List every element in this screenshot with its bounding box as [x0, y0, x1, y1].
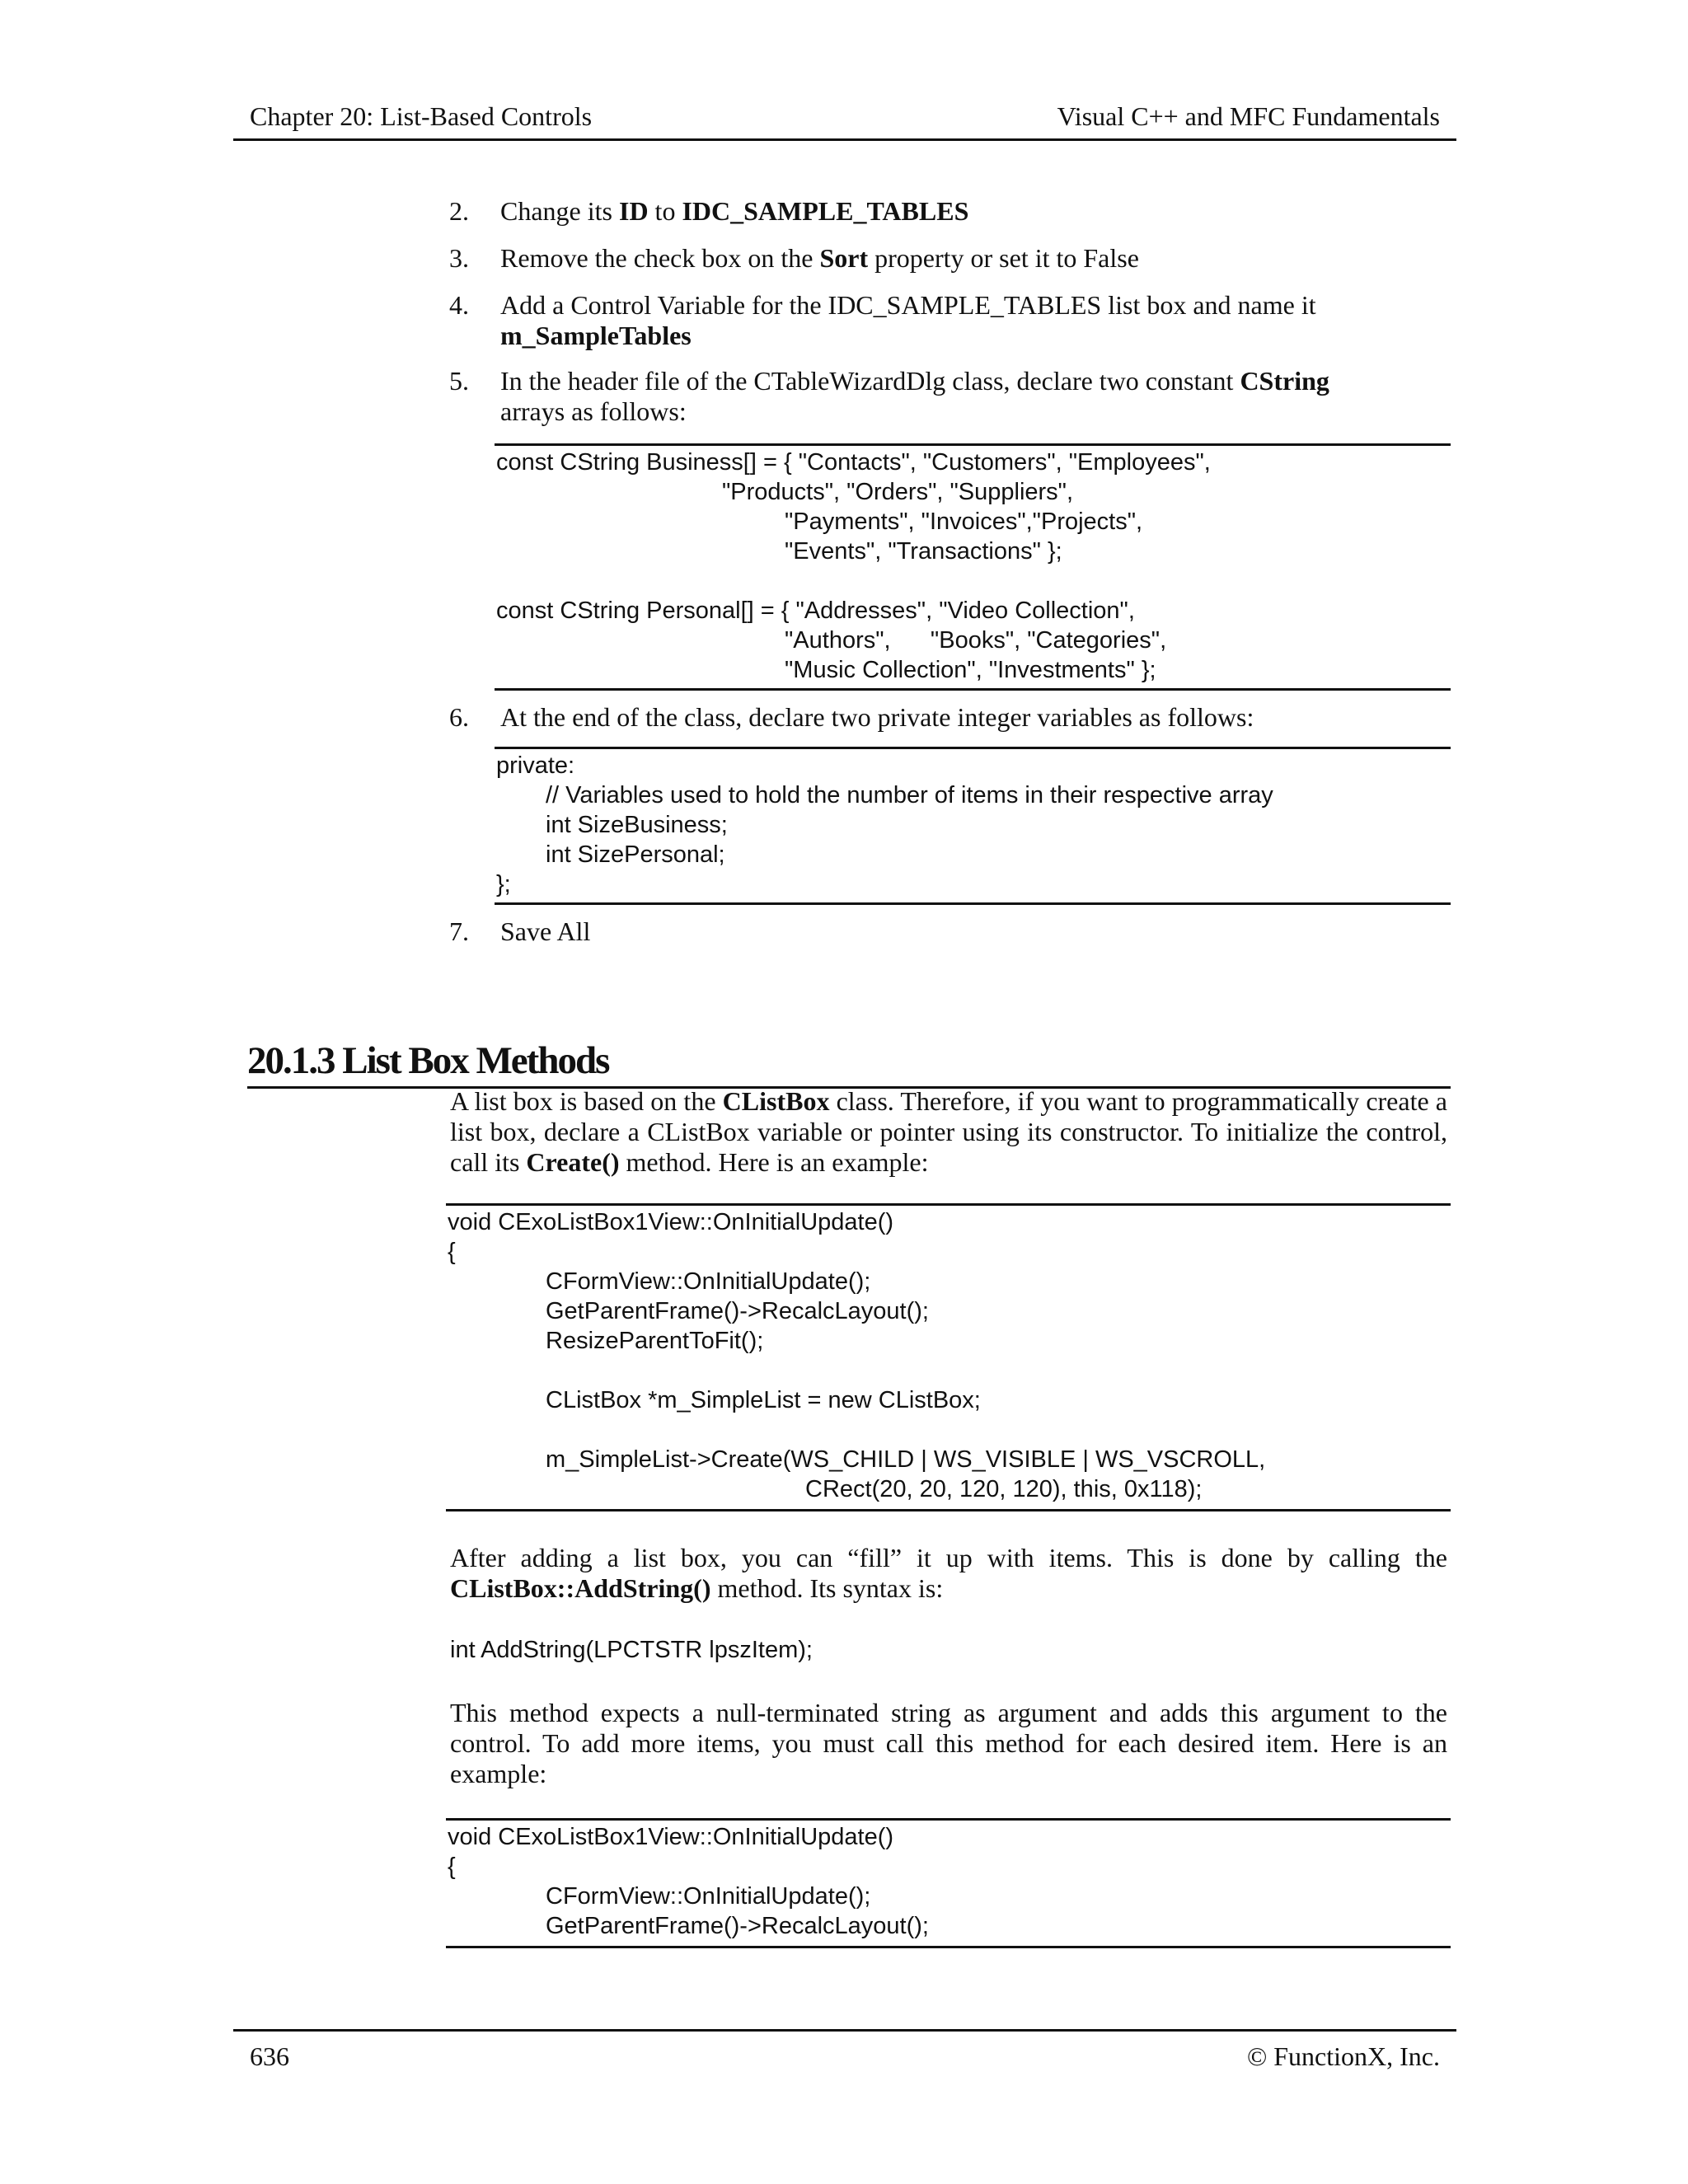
code-line: CRect(20, 20, 120, 120), this, 0x118);: [805, 1476, 1203, 1502]
code-line: void CExoListBox1View::OnInitialUpdate(): [448, 1824, 894, 1850]
step-text: Add a Control Variable for the IDC_SAMPLE_TABLES list box and name it m_SampleTables: [500, 290, 1316, 350]
code-line: CListBox *m_SimpleList = new CListBox;: [546, 1387, 981, 1413]
code-line: };: [496, 871, 511, 898]
code-line: CFormView::OnInitialUpdate();: [546, 1268, 871, 1295]
step-number: 4.: [449, 290, 469, 320]
code-line: {: [448, 1854, 456, 1880]
copyright: © FunctionX, Inc.: [1246, 2041, 1440, 2071]
code-line: m_SimpleList->Create(WS_CHILD | WS_VISIBLE | WS_VSCROLL,: [546, 1446, 1266, 1473]
code-comment: // Variables used to hold the number of items in their respective array: [546, 782, 1273, 808]
code-line: {: [448, 1239, 456, 1265]
code-line: "Authors", "Books", "Categories",: [785, 627, 1167, 654]
header-book-title: Visual C++ and MFC Fundamentals: [1057, 101, 1440, 131]
code-line: int SizePersonal;: [546, 841, 725, 868]
code-line: GetParentFrame()->RecalcLayout();: [546, 1298, 929, 1324]
step-text: Remove the check box on the Sort property or set it to False: [500, 243, 1139, 273]
step-number: 7.: [449, 916, 469, 946]
code-line: ResizeParentToFit();: [546, 1328, 764, 1354]
step-number: 2.: [449, 196, 469, 226]
code-line: const CString Personal[] = { "Addresses", "Video Collection",: [496, 598, 1135, 624]
code-line: const CString Business[] = { "Contacts", "Customers", "Employees",: [496, 449, 1211, 476]
code-line: private:: [496, 752, 575, 779]
paragraph-intro: A list box is based on the CListBox class. Therefore, if you want to programmatically create a list box, declare a CListBox variable or pointer using its constructor. To initialize the control, call its Create() method. Here is an example:: [450, 1086, 1448, 1177]
page-header: [233, 97, 1456, 141]
section-heading: [247, 1034, 1451, 1089]
step-text: At the end of the class, declare two private integer variables as follows:: [500, 702, 1254, 732]
code-block-private-vars: [495, 747, 1451, 905]
page-footer: [233, 2029, 1456, 2071]
header-chapter: Chapter 20: List-Based Controls: [250, 101, 593, 131]
code-line: void CExoListBox1View::OnInitialUpdate(): [448, 1209, 894, 1235]
step-number: 3.: [449, 243, 469, 273]
code-line: int SizeBusiness;: [546, 812, 728, 838]
code-line: CFormView::OnInitialUpdate();: [546, 1883, 871, 1910]
code-line: "Events", "Transactions" };: [785, 538, 1062, 565]
step-number: 5.: [449, 366, 469, 396]
code-line: GetParentFrame()->RecalcLayout();: [546, 1913, 929, 1939]
paragraph-addstring: After adding a list box, you can “fill” it up with items. This is done by calling the CListBox::AddString() method. Its syntax is:: [450, 1543, 1447, 1603]
step-number: 6.: [449, 702, 469, 732]
paragraph-method-description: This method expects a null-terminated string as argument and adds this argument to the control. To add more items, you must call this method for each desired item. Here is an example:: [450, 1698, 1447, 1788]
step-text: Save All: [500, 916, 591, 946]
code-line: "Products", "Orders", "Suppliers",: [722, 479, 1074, 505]
section-title: 20.1.3 List Box Methods: [247, 1039, 609, 1082]
syntax-line: int AddString(LPCTSTR lpszItem);: [450, 1637, 813, 1663]
step-text: In the header file of the CTableWizardDlg class, declare two constant CString arrays as follows:: [500, 366, 1329, 426]
code-block-create-example: [446, 1203, 1451, 1511]
page-number: 636: [250, 2041, 289, 2071]
code-block-constant-arrays: [495, 443, 1451, 691]
code-line: "Music Collection", "Investments" };: [785, 657, 1156, 683]
code-block-addstring-example: [446, 1818, 1451, 1948]
code-line: "Payments", "Invoices","Projects",: [785, 509, 1143, 535]
step-text: Change its ID to IDC_SAMPLE_TABLES: [500, 196, 969, 226]
